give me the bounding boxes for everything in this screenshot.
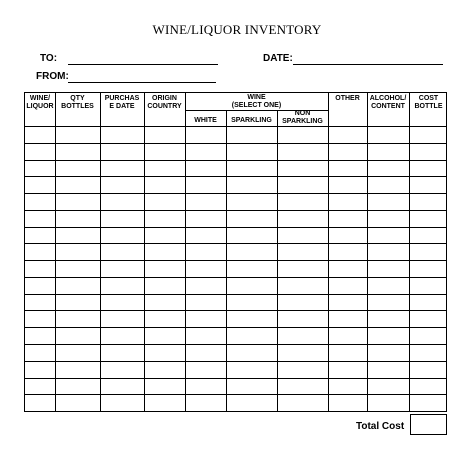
column-divider	[185, 93, 186, 411]
table-row-line	[25, 277, 446, 278]
header-bottom-line	[25, 126, 446, 127]
table-row-line	[25, 160, 446, 161]
header-alcohol-content: ALCOHOL/ CONTENT	[369, 95, 407, 110]
to-label: TO:	[40, 53, 58, 64]
table-row-line	[25, 310, 446, 311]
to-field[interactable]	[68, 64, 218, 65]
document-title: WINE/LIQUOR INVENTORY	[152, 22, 322, 37]
table-row-line	[25, 143, 446, 144]
header-origin-country: ORIGIN COUNTRY	[147, 95, 182, 110]
date-field[interactable]	[293, 64, 443, 65]
column-divider	[55, 93, 56, 411]
table-row-line	[25, 361, 446, 362]
table-row-line	[25, 327, 446, 328]
column-divider	[367, 93, 368, 411]
table-row-line	[25, 344, 446, 345]
inventory-table	[24, 92, 447, 412]
table-row-line	[25, 260, 446, 261]
table-row-line	[25, 210, 446, 211]
column-divider	[100, 93, 101, 411]
from-field[interactable]	[68, 82, 216, 83]
table-row-line	[25, 227, 446, 228]
header-sparkling: SPARKLING	[231, 117, 272, 124]
table-row-line	[25, 294, 446, 295]
column-divider	[328, 93, 329, 411]
total-cost-label: Total Cost	[356, 421, 405, 432]
header-qty-bottles: QTY BOTTLES	[61, 95, 94, 110]
column-divider	[144, 93, 145, 411]
header-wine-liquor: WINE/ LIQUOR	[26, 95, 54, 110]
table-row-line	[25, 394, 446, 395]
table-row-line	[25, 193, 446, 194]
header-white: WHITE	[194, 117, 217, 124]
table-row-line	[25, 378, 446, 379]
header-wine-select-one: WINE (SELECT ONE)	[231, 94, 282, 109]
from-label: FROM:	[36, 71, 69, 82]
total-cost-field[interactable]	[410, 414, 447, 435]
header-cost-bottle: COST BOTTLE	[414, 95, 443, 110]
table-row-line	[25, 243, 446, 244]
table-row-line	[25, 176, 446, 177]
date-label: DATE:	[263, 53, 293, 64]
header-non-sparkling: NON SPARKLING	[282, 110, 323, 125]
header-purchase-date: PURCHAS E DATE	[104, 95, 140, 110]
column-divider	[409, 93, 410, 411]
header-other: OTHER	[335, 95, 360, 102]
